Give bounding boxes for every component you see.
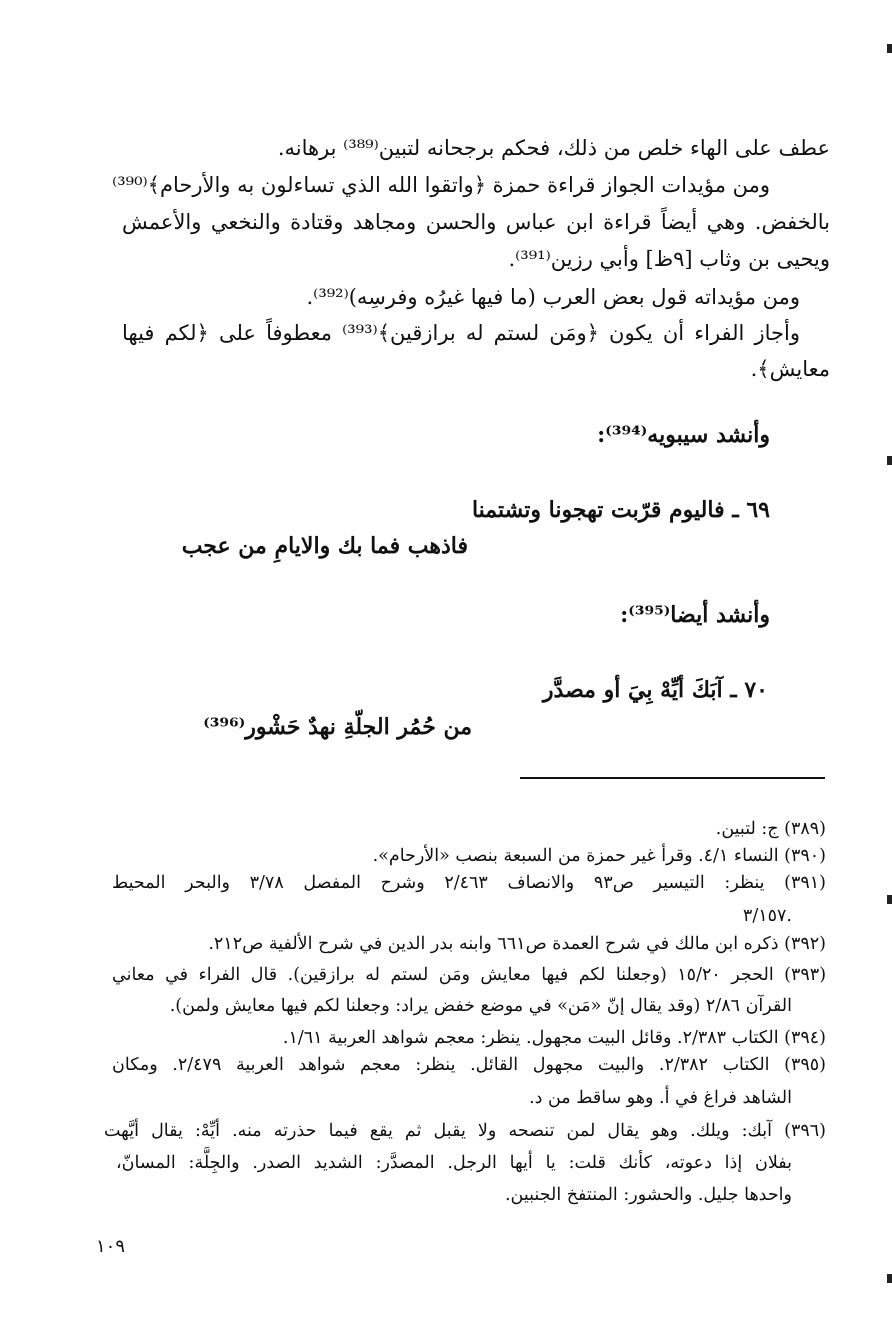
footnote-394: (٣٩٤) الكتاب ٢/٣٨٣. وقائل البيت مجهول. ينظر: معجم شواهد العربية ١/٦١. <box>282 1028 826 1048</box>
scan-edge-mark-lower <box>887 895 892 904</box>
footnote-396-continued-1: بفلان إذا دعوته، كأنك قلت: يا أيها الرجل. المصدَّر: الشديد الصدر. والجِلَّة: المسانّ، <box>116 1153 792 1173</box>
footnote-396: (٣٩٦) آبك: ويلك. وهو يقال لمن تنصحه ولا يقبل ثم يقع فيما حذرته منه. أيِّهْ: يقال أيَّهت <box>104 1121 826 1141</box>
footnote-395-continued: الشاهد فراغ في أ. وهو ساقط من د. <box>529 1088 792 1108</box>
verse-70-second-hemistich: من حُمُر الجلّةِ نهدٌ حَشْور⁽³⁹⁶⁾ <box>203 714 472 740</box>
scan-edge-mark-middle <box>887 456 892 465</box>
page-number: ١٠٩ <box>96 1236 126 1257</box>
body-line-2: ومن مؤيدات الجواز قراءة حمزة ﴿واتقوا الله الذي تساءلون به والأرحام﴾⁽³⁹⁰⁾ <box>112 173 770 197</box>
footnote-395: (٣٩٥) الكتاب ٢/٣٨٢. والبيت مجهول القائل. ينظر: معجم شواهد العربية ٢/٤٧٩. ومكان <box>112 1055 826 1075</box>
footnote-393: (٣٩٣) الحجر ١٥/٢٠ (وجعلنا لكم فيها معايش ومَن لستم له برازقين). قال الفراء في معاني <box>112 965 827 985</box>
footnote-396-continued-2: واحدها جليل. والحشور: المنتفخ الجنبين. <box>504 1185 792 1205</box>
body-line-7: معايش﴾. <box>750 357 830 381</box>
scan-edge-mark-top <box>887 44 892 53</box>
footnote-391-continued: ٣/١٥٧. <box>742 906 792 926</box>
verse-heading-also: وأنشد أيضا⁽³⁹⁵⁾: <box>620 602 770 628</box>
body-line-6: وأجاز الفراء أن يكون ﴿ومَن لستم له برازقين﴾⁽³⁹³⁾ معطوفاً على ﴿لكم فيها <box>122 321 801 345</box>
scan-edge-mark-bottom <box>887 1274 892 1283</box>
footnote-separator <box>520 777 825 779</box>
verse-heading-sibawayh: وأنشد سيبويه⁽³⁹⁴⁾: <box>597 422 770 448</box>
verse-69-first-hemistich: ٦٩ ـ فاليوم قرّبت تهجونا وتشتمنا <box>471 497 770 523</box>
body-line-4: ويحيى بن وثاب [٩ظ] وأبي رزين⁽³⁹¹⁾. <box>508 247 830 271</box>
verse-69-second-hemistich: فاذهب فما بك والايامِ من عجب <box>181 533 468 559</box>
body-line-3: بالخفض. وهي أيضاً قراءة ابن عباس والحسن ومجاهد وقتادة والنخعي والأعمش <box>122 210 830 234</box>
verse-70-first-hemistich: ٧٠ ـ آبَكَ أيِّهْ بِيَ أو مصدَّر <box>542 677 768 703</box>
footnote-391: (٣٩١) ينظر: التيسير ص٩٣ والانصاف ٢/٤٦٣ وشرح المفصل ٣/٧٨ والبحر المحيط <box>112 873 826 893</box>
body-line-5: ومن مؤيداته قول بعض العرب (ما فيها غيرُه وفرسِه)⁽³⁹²⁾. <box>306 285 800 309</box>
body-line-1: عطف على الهاء خلص من ذلك، فحكم برجحانه لتبين⁽³⁸⁹⁾ برهانه. <box>277 136 830 160</box>
footnote-389: (٣٨٩) ج: لتبين. <box>715 819 826 839</box>
footnote-393-continued: القرآن ٢/٨٦ (وقد يقال إنّ «مَن» في موضع خفض يراد: وجعلنا لكم فيها معايش ولمن). <box>169 996 792 1016</box>
footnote-392: (٣٩٢) ذكره ابن مالك في شرح العمدة ص٦٦١ وابنه بدر الدين في شرح الألفية ص٢١٢. <box>208 934 826 954</box>
footnote-390: (٣٩٠) النساء ٤/١. وقرأ غير حمزة من السبعة بنصب «الأرحام». <box>372 846 826 866</box>
